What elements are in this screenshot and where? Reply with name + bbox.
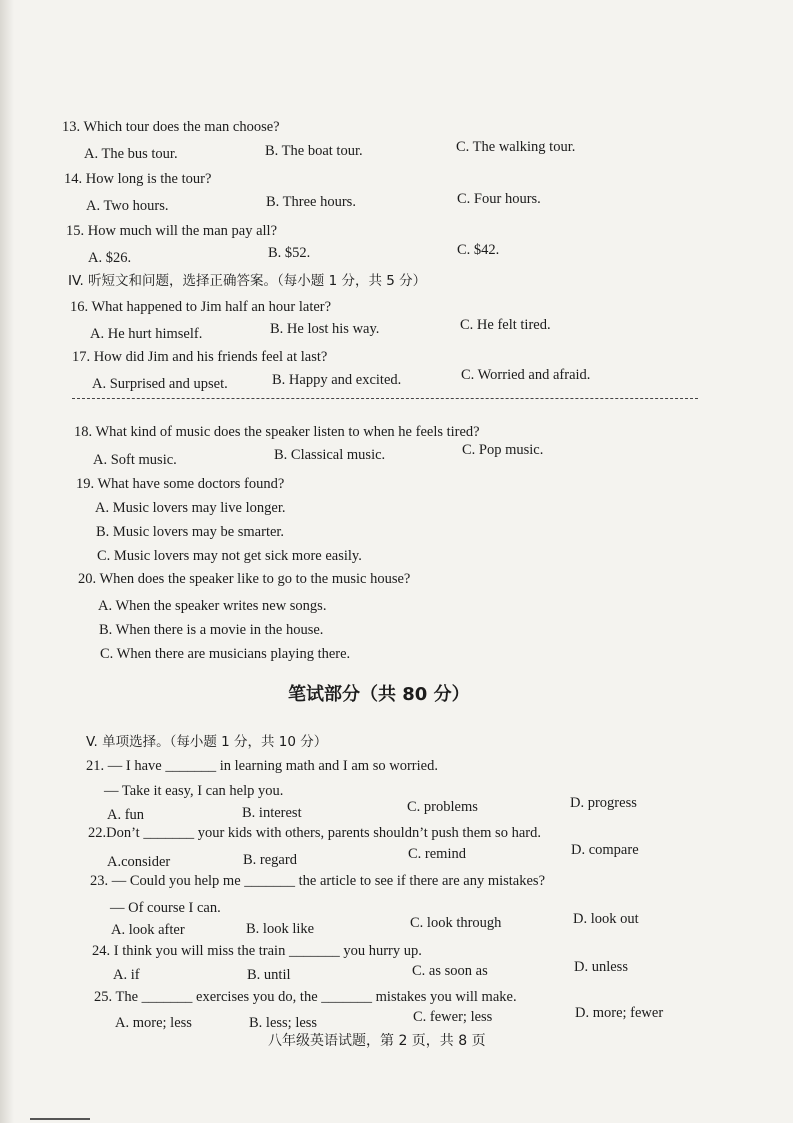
question-14-option-a: A. Two hours. [86,198,169,214]
question-14-stem: 14. How long is the tour? [64,171,212,187]
question-14-option-c: C. Four hours. [457,191,541,207]
question-19-stem: 19. What have some doctors found? [76,476,285,492]
question-23-reply: — Of course I can. [110,900,221,916]
question-18-stem: 18. What kind of music does the speaker listen to when he feels tired? [74,424,480,440]
question-23-option-b: B. look like [246,921,315,937]
section-4-title: IV. 听短文和问题，选择正确答案。（每小题 1 分，共 5 分） [68,273,427,289]
question-17-option-c: C. Worried and afraid. [461,367,591,383]
question-16-option-b: B. He lost his way. [270,321,380,337]
question-21-option-c: C. problems [407,799,478,815]
question-17-option-a: A. Surprised and upset. [92,376,228,392]
question-13-option-c: C. The walking tour. [456,139,576,155]
question-22-stem: 22.Don’t _______ your kids with others, parents shouldn’t push them so hard. [88,825,541,841]
question-19-option-c: C. Music lovers may not get sick more easily. [97,548,362,564]
question-24-stem: 24. I think you will miss the train _______ you hurry up. [92,943,422,959]
question-25-option-c: C. fewer; less [413,1009,493,1025]
question-15-option-a: A. $26. [88,250,132,266]
question-23-option-c: C. look through [410,915,502,931]
question-21-option-b: B. interest [242,805,302,821]
question-15-option-b: B. $52. [268,245,311,261]
question-20-option-a: A. When the speaker writes new songs. [98,598,327,614]
question-18-option-a: A. Soft music. [93,452,177,468]
question-16-stem: 16. What happened to Jim half an hour later? [70,299,332,315]
question-13-option-b: B. The boat tour. [265,143,363,159]
question-14-option-b: B. Three hours. [266,194,356,210]
question-15-stem: 15. How much will the man pay all? [66,223,278,239]
question-19-option-a: A. Music lovers may live longer. [95,500,286,516]
question-20-option-b: B. When there is a movie in the house. [99,622,324,638]
question-19-option-b: B. Music lovers may be smarter. [96,524,285,540]
question-18-option-b: B. Classical music. [274,447,386,463]
question-22-option-b: B. regard [243,852,297,868]
question-21-option-d: D. progress [570,795,637,811]
question-23-stem: 23. — Could you help me _______ the article to see if there are any mistakes? [90,873,546,889]
question-24-option-a: A. if [113,967,140,983]
question-18-option-c: C. Pop music. [462,442,544,458]
question-24-option-d: D. unless [574,959,628,975]
question-16-option-c: C. He felt tired. [460,317,551,333]
question-23-option-a: A. look after [111,922,185,938]
scan-edge-mark [30,1118,90,1120]
question-17-option-b: B. Happy and excited. [272,372,402,388]
question-24-option-c: C. as soon as [412,963,488,979]
question-25-option-a: A. more; less [115,1015,192,1031]
question-13-option-a: A. The bus tour. [84,146,178,162]
question-15-option-c: C. $42. [457,242,500,258]
section-5-title: V. 单项选择。（每小题 1 分，共 10 分） [86,734,328,750]
question-23-option-d: D. look out [573,911,639,927]
question-13-stem: 13. Which tour does the man choose? [62,119,280,135]
question-21-reply: — Take it easy, I can help you. [104,783,284,799]
question-22-option-a: A.consider [107,854,171,870]
question-17-stem: 17. How did Jim and his friends feel at last? [72,349,328,365]
question-22-option-d: D. compare [571,842,639,858]
question-25-option-b: B. less; less [249,1015,318,1031]
question-25-stem: 25. The _______ exercises you do, the _______ mistakes you will make. [94,989,517,1005]
scan-shadow [0,0,14,1123]
question-24-option-b: B. until [247,967,291,983]
dashed-divider [72,398,698,399]
question-20-stem: 20. When does the speaker like to go to the music house? [78,571,411,587]
page-footer: 八年级英语试题，第 2 页，共 8 页 [268,1033,486,1049]
question-22-option-c: C. remind [408,846,466,862]
written-section-heading: 笔试部分（共 80 分） [288,684,470,705]
question-25-option-d: D. more; fewer [575,1005,664,1021]
question-21-stem: 21. — I have _______ in learning math and I am so worried. [86,758,438,774]
question-21-option-a: A. fun [107,807,145,823]
question-20-option-c: C. When there are musicians playing there. [100,646,351,662]
question-16-option-a: A. He hurt himself. [90,326,203,342]
